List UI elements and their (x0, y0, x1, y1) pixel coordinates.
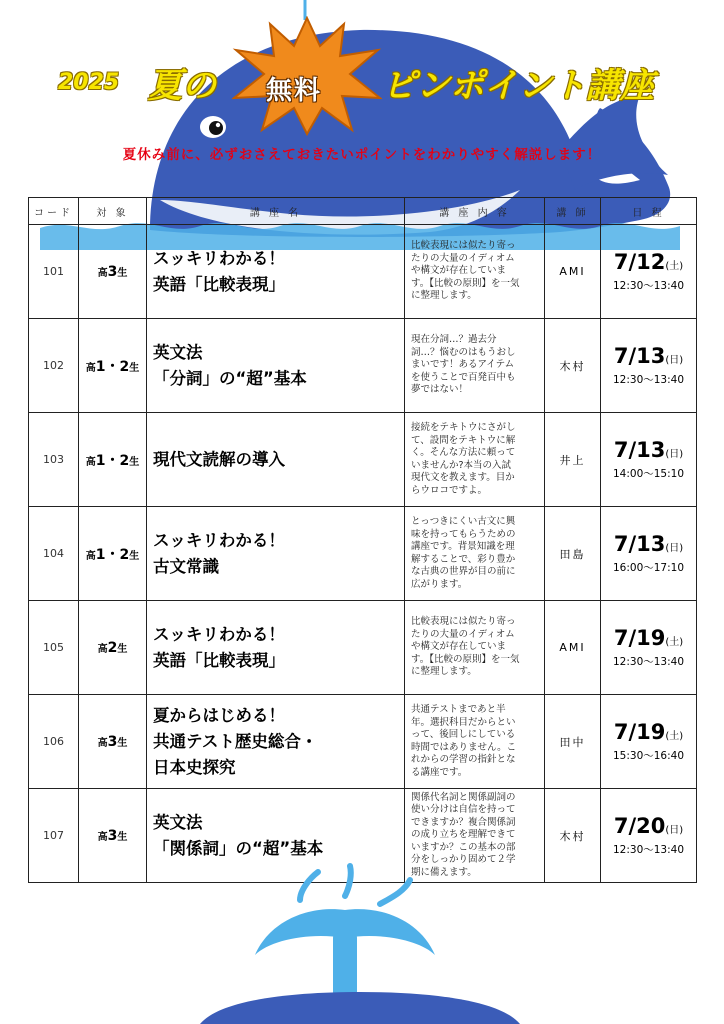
course-schedule (601, 507, 697, 601)
course-day: (日) (665, 825, 684, 836)
target-grade: 2 (107, 639, 118, 656)
course-time: 12:30～13:40 (612, 844, 685, 856)
course-desc-line: 比較表現には似たり寄っ (411, 240, 516, 252)
course-teacher: 田中 (545, 695, 601, 789)
course-schedule (601, 413, 697, 507)
course-desc-line: らウロコですよ。 (411, 484, 488, 496)
course-desc-line: たりの大量のイディオム (411, 252, 515, 264)
course-desc-line: す。【比較の原則】を一気 (411, 277, 520, 289)
target-suffix: 生 (129, 456, 140, 468)
course-desc-line: 講座です。背景知識を理 (411, 541, 515, 552)
course-title-line: 英文法 (153, 812, 203, 832)
header-teacher: 講 師 (545, 198, 601, 225)
spout-stem (333, 930, 357, 1000)
course-desc-line: 年。選択科目だからとい (411, 716, 516, 728)
course-teacher: AMI (545, 225, 601, 319)
page-title (0, 52, 724, 112)
course-schedule (601, 695, 697, 789)
target-grade: 1・2 (95, 546, 130, 563)
course-title-line: 英語「比較表現」 (153, 650, 285, 670)
course-desc-line: 時間ではありません。こ (411, 741, 517, 753)
course-desc-line: る講座です。 (411, 766, 468, 778)
header-schedule: 日 程 (601, 198, 697, 225)
target-suffix: 生 (129, 550, 140, 562)
course-title-line: 「関係詞」の“超”基本 (153, 838, 324, 858)
target-grade: 3 (107, 263, 118, 280)
table-header-row (29, 198, 697, 225)
whale-eye-highlight (216, 123, 220, 127)
course-desc-line: たりの大量のイディオム (411, 628, 515, 640)
course-title-line: スッキリわかる！ (153, 624, 285, 644)
course-title-line: 英語「比較表現」 (153, 274, 285, 294)
target-suffix: 生 (117, 831, 128, 843)
course-description (405, 601, 545, 695)
course-desc-line: 味を持ってもらうための (411, 528, 516, 540)
course-description (405, 695, 545, 789)
course-desc-line: く。そんな方法に頼って (411, 447, 516, 458)
course-table (28, 197, 697, 883)
course-day: (土) (665, 637, 684, 648)
spout-droplets (300, 866, 410, 904)
course-date: 7/20 (613, 814, 666, 838)
course-desc-line: す。【比較の原則】を一気 (411, 653, 520, 665)
target-grade: 3 (107, 733, 118, 750)
course-desc-line: に整理します。 (411, 290, 477, 302)
course-desc-line: や構文が存在していま (411, 265, 507, 277)
course-title (147, 319, 405, 413)
course-schedule (601, 601, 697, 695)
course-date: 7/13 (613, 532, 666, 556)
title-year: 2025 (58, 70, 120, 95)
target-suffix: 生 (117, 267, 128, 279)
course-desc-line: 詞…？悩むのはもうおし (411, 346, 516, 358)
course-title (147, 413, 405, 507)
target-prefix: 高 (85, 550, 96, 562)
course-teacher: AMI (545, 601, 601, 695)
course-title (147, 601, 405, 695)
course-title-line: 共通テスト歴史総合・ (153, 731, 318, 751)
header-target: 対 象 (79, 198, 147, 225)
course-time: 12:30～13:40 (612, 656, 685, 668)
course-desc-line: 共通テストまであと半 (411, 704, 506, 715)
course-target (79, 319, 147, 413)
course-title-line: 夏からはじめる！ (153, 705, 285, 725)
course-title-line: 現代文読解の導入 (153, 449, 285, 469)
course-date: 7/19 (613, 626, 666, 650)
course-time: 12:30～13:40 (612, 280, 685, 292)
header-code: コード (29, 198, 79, 225)
course-desc-line: まいです！あるアイテム (411, 359, 515, 371)
course-desc-line: 比較表現には似たり寄っ (411, 616, 516, 628)
course-target (79, 225, 147, 319)
course-title-line: 日本史探究 (153, 757, 236, 777)
course-schedule (601, 225, 697, 319)
course-desc-line: とっつきにくい古文に興 (411, 516, 516, 527)
target-prefix: 高 (85, 456, 96, 468)
course-code: 101 (29, 225, 79, 319)
target-suffix: 生 (117, 643, 128, 655)
course-desc-line: って、後回しにしている (411, 729, 516, 740)
whale-head-bottom (200, 992, 520, 1024)
course-desc-line: 現代文を教えます。目か (411, 472, 515, 483)
course-desc-line: 広がります。 (411, 578, 468, 590)
course-date: 7/19 (613, 720, 666, 744)
whale-illustration-bottom (0, 860, 724, 1024)
free-badge: 無料 (266, 76, 323, 106)
course-desc-line: 夢ではない！ (411, 384, 469, 396)
course-desc-line: の成り立ちを理解できて (411, 829, 516, 841)
table-row (29, 601, 697, 695)
course-target (79, 413, 147, 507)
target-suffix: 生 (129, 362, 140, 374)
target-grade: 1・2 (95, 452, 130, 469)
header-course-name: 講 座 名 (147, 198, 405, 225)
table-row (29, 413, 697, 507)
course-desc-line: て、設問をテキトウに解 (411, 434, 516, 446)
course-desc-line: や構文が存在していま (411, 641, 507, 653)
title-summer: 夏の (148, 66, 216, 106)
course-desc-line: 接続をテキトウにさがし (411, 422, 516, 433)
course-schedule (601, 319, 697, 413)
title-course-name: ピンポイント講座 (382, 66, 654, 106)
course-desc-line: 解することで、彩り豊か (411, 553, 516, 565)
course-title (147, 225, 405, 319)
course-target (79, 507, 147, 601)
course-teacher: 田島 (545, 507, 601, 601)
course-desc-line: れからの学習の指針とな (411, 754, 516, 765)
course-desc-line: いませんか?本当の入試 (411, 459, 512, 471)
target-grade: 3 (107, 827, 118, 844)
course-teacher: 木村 (545, 789, 601, 883)
course-desc-line: に整理します。 (411, 666, 477, 678)
course-date: 7/13 (613, 438, 666, 462)
course-day: (日) (665, 355, 684, 366)
target-prefix: 高 (97, 267, 108, 279)
course-day: (日) (665, 543, 684, 554)
course-code: 104 (29, 507, 79, 601)
header-course-content: 講 座 内 容 (405, 198, 545, 225)
table-body (29, 225, 697, 883)
course-desc-line: を使うことで百発百中も (411, 371, 516, 383)
table-row (29, 319, 697, 413)
course-teacher: 木村 (545, 319, 601, 413)
course-desc-line: 現在分詞…？過去分 (411, 334, 497, 346)
course-desc-line: 使い分けは自信を持って (411, 804, 516, 816)
course-date: 7/13 (613, 344, 666, 368)
course-time: 15:30～16:40 (612, 750, 685, 762)
whale-eye-pupil (209, 121, 223, 135)
course-title (147, 507, 405, 601)
course-description (405, 225, 545, 319)
course-title (147, 695, 405, 789)
target-grade: 1・2 (95, 358, 130, 375)
target-prefix: 高 (97, 831, 108, 843)
target-prefix: 高 (97, 737, 108, 749)
course-time: 12:30～13:40 (612, 374, 685, 386)
course-date: 7/12 (613, 250, 666, 274)
course-code: 105 (29, 601, 79, 695)
target-prefix: 高 (97, 643, 108, 655)
course-desc-line: できますか？複合関係詞 (411, 816, 516, 828)
course-time: 16:00～17:10 (612, 562, 685, 574)
course-description (405, 319, 545, 413)
course-day: (土) (665, 261, 684, 272)
course-description (405, 413, 545, 507)
table-row (29, 507, 697, 601)
course-title-line: 英文法 (153, 342, 203, 362)
course-teacher: 井上 (545, 413, 601, 507)
course-title-line: スッキリわかる！ (153, 248, 285, 268)
course-time: 14:00～15:10 (612, 468, 685, 480)
course-title-line: 「分詞」の“超”基本 (153, 368, 307, 388)
course-code: 107 (29, 789, 79, 883)
target-suffix: 生 (117, 737, 128, 749)
course-target (79, 601, 147, 695)
course-title-line: スッキリわかる！ (153, 530, 285, 550)
course-code: 102 (29, 319, 79, 413)
course-target (79, 695, 147, 789)
table-row (29, 695, 697, 789)
course-code: 106 (29, 695, 79, 789)
course-desc-line: いますか？この基本の部 (411, 841, 516, 853)
subtitle: 夏休み前に、必ずおさえておきたいポイントをわかりやすく解説します！ (122, 147, 602, 163)
course-description (405, 507, 545, 601)
course-day: (土) (665, 731, 684, 742)
course-day: (日) (665, 449, 684, 460)
course-desc-line: 分をしっかり固めて２学 (411, 854, 516, 866)
table-row (29, 225, 697, 319)
course-desc-line: 関係代名詞と関係副詞の (411, 791, 516, 803)
course-desc-line: 期に備えます。 (411, 866, 477, 878)
course-desc-line: な古典の世界が目の前に (411, 566, 516, 577)
course-code: 103 (29, 413, 79, 507)
target-prefix: 高 (85, 362, 96, 374)
course-title-line: 古文常識 (153, 556, 219, 576)
